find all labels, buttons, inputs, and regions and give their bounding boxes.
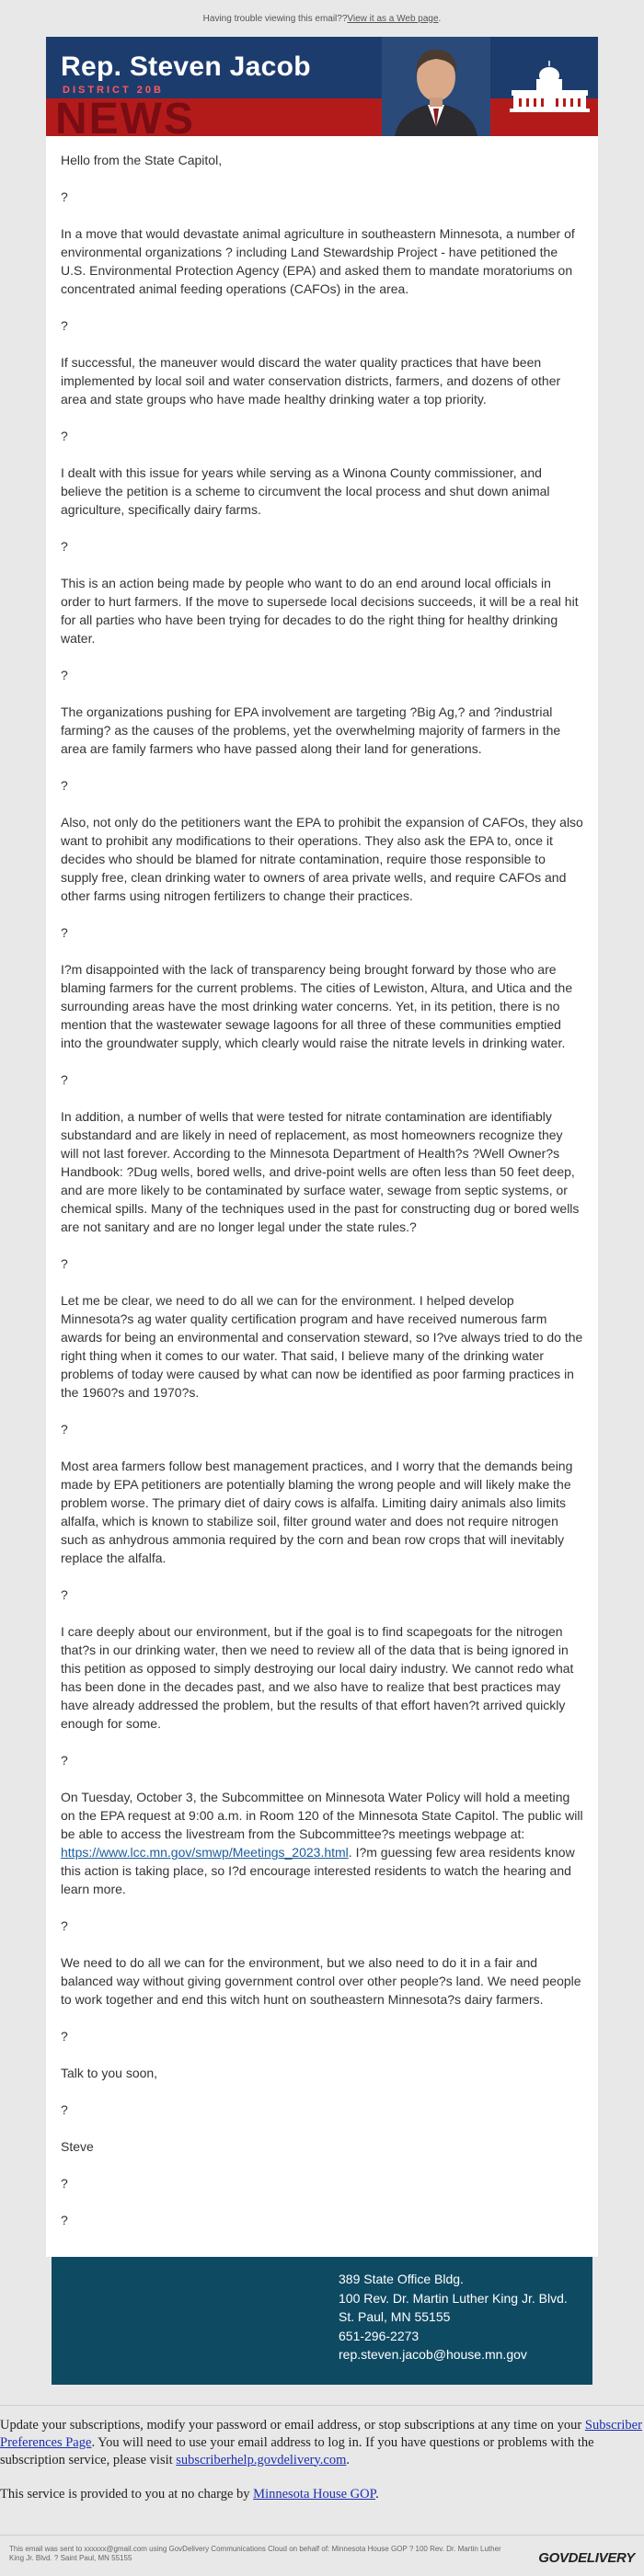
govdelivery-logo[interactable]: GOVDELIVERY	[538, 2549, 635, 2566]
view-online-bar	[0, 0, 644, 37]
office-line: 389 State Office Bldg.	[339, 2272, 464, 2286]
paragraph: If successful, the maneuver would discard the water quality practices that have been implemented by local soil and water conservation districts, farmers, and dozens of other area and state groups who have made healthy drinking water a top priority.	[61, 355, 561, 406]
paragraph: I?m disappointed with the lack of transparency being brought forward by those who are blaming farmers for the current problems. The cities of Lewiston, Altura, and Utica and the surrounding areas have the most drinking water concerns. Yet, in its petition, there is no mention that the wastewater sewage lagoons for all three of these communities emptied into the groundwater supply, which clearly would raise the nitrate levels in drinking water.	[61, 962, 573, 1050]
subscription-text-middle: . You will need to use your email address to log in. If you have questions or problems with the subscription service, please visit	[0, 2434, 594, 2467]
paragraph: ?	[61, 2029, 68, 2044]
newsletter-card	[46, 37, 598, 2257]
signature-name: Steve	[61, 2139, 94, 2154]
legal-text: This email was sent to xxxxxx@gmail.com using GovDelivery Communications Cloud on behalf of: Minnesota House GOP ? 100 Rev. Dr. Martin Luther King Jr. Blvd. ? Saint Paul, MN 55155	[9, 2544, 501, 2562]
paragraph: ?	[61, 2102, 68, 2117]
letter-body	[46, 136, 598, 2257]
provider-text: This service is provided to you at no charge by	[0, 2486, 254, 2502]
paragraph: Also, not only do the petitioners want the EPA to prohibit the expansion of CAFOs, they also want to prohibit any modifications to their operations. They also ask the EPA to, once it decides who should be blamed for nitrate contamination, require those responsible to supply free, clean drinking water to owners of area private wells, and require CAFOs and other farms using nitrogen fertilizers to change their practices.	[61, 815, 583, 903]
paragraph: I dealt with this issue for years while serving as a Winona County commissioner, and believe the petition is a scheme to circumvent the local process and shut down animal agriculture, specifically dairy farms.	[61, 465, 550, 517]
street-line: 100 Rev. Dr. Martin Luther King Jr. Blvd.	[339, 2290, 568, 2306]
news-wordmark: NEWS	[55, 95, 195, 136]
representative-portrait	[382, 37, 490, 136]
paragraph: In a move that would devastate animal agriculture in southeastern Minnesota, a number of environmental organizations ? including Land Stewardship Project - have petitioned the U.S. Environmental Protection Agency (EPA) and asked them to mandate moratoriums on concentrated animal feeding operations (CAFOs) in the area.	[61, 226, 575, 296]
phone-number: 651-296-2273	[339, 2328, 420, 2343]
subscription-text-end: .	[346, 2452, 350, 2467]
subscriber-help-link[interactable]: subscriberhelp.govdelivery.com	[176, 2452, 347, 2467]
paragraph: ?	[61, 539, 68, 554]
contact-address	[339, 2270, 592, 2364]
provider-text-end: .	[375, 2486, 379, 2502]
paragraph: ?	[61, 1753, 68, 1768]
capitol-building-icon	[506, 59, 593, 114]
paragraph: This is an action being made by people who want to do an end around local officials in order to hurt farmers. If the move to supersede local decisions succeeds, it will be a real hit for all parties who have been trying for decades to do the right thing for healthy drinking water.	[61, 576, 579, 646]
paragraph: ?	[61, 318, 68, 333]
paragraph: The organizations pushing for EPA involvement are targeting ?Big Ag,? and ?industrial farming? as the causes of the problems, yet the overwhelming majority of farmers in the area are family farmers who have passed along their land for generations.	[61, 704, 561, 756]
subscription-paragraph	[0, 2417, 644, 2469]
paragraph: ?	[61, 189, 68, 204]
paragraph: We need to do all we can for the environment, but we also need to do it in a fair and balanced way without giving government control over other people?s land. We need people to work together and end this witch hunt on southeastern Minnesota?s dairy farmers.	[61, 1955, 581, 2007]
sign-off: Talk to you soon,	[61, 2066, 158, 2080]
paragraph: Hello from the State Capitol,	[61, 153, 223, 167]
email-address[interactable]: rep.steven.jacob@house.mn.gov	[339, 2347, 527, 2362]
paragraph: ?	[61, 2176, 68, 2191]
paragraph: ?	[61, 2213, 68, 2227]
meeting-text-after: . I?m guessing few area residents know this action is taking place, so I?d encourage interested residents to watch the hearing and learn more.	[61, 1845, 575, 1896]
paragraph: ?	[61, 429, 68, 443]
representative-name: Rep. Steven Jacob	[61, 52, 311, 82]
paragraph: ?	[61, 668, 68, 682]
paragraph: Most area farmers follow best management practices, and I worry that the demands being made by EPA petitioners are potentially blaming the wrong people and will likely make the problem worse. The primary diet of dairy cows is alfalfa. Limiting dairy animals also limits alfalfa, which is known to stabilize soil, filter ground water and does not require nitrogen such as anhydrous ammonia required by the corn and bean row crops that will inevitably replace the alfalfa.	[61, 1459, 573, 1565]
provider-paragraph	[0, 2486, 644, 2503]
paragraph: ?	[61, 778, 68, 793]
meeting-paragraph	[61, 1788, 583, 1898]
subscription-notice	[0, 2406, 644, 2503]
paragraph: ?	[61, 1072, 68, 1087]
meeting-text: On Tuesday, October 3, the Subcommittee on Minnesota Water Policy will hold a meeting on the EPA request at 9:00 a.m. in Room 120 of the Minnesota State Capitol. The public will be able to access the livestream from the Subcommittee?s meetings webpage at:	[61, 1790, 583, 1841]
subscription-text: Update your subscriptions, modify your password or email address, or stop subscriptions at any time on your	[0, 2417, 585, 2433]
district-label: DISTRICT 20B	[63, 85, 164, 96]
paragraph: Let me be clear, we need to do all we can for the environment. I helped develop Minnesota?s ag water quality certification program and have received numerous farm awards for being an environmental and conservation steward, so I?ve always tried to do the right thing when it comes to our water. That said, I believe many of the drinking water problems of today were caused by what can now be identified as poor farming practices in the 1960?s and 1970?s.	[61, 1293, 583, 1400]
paragraph: ?	[61, 1256, 68, 1271]
contact-footer	[52, 2257, 592, 2385]
paragraph: ?	[61, 1587, 68, 1602]
subscriber-preferences-link[interactable]: Subscriber Preferences Page	[0, 2417, 642, 2450]
paragraph: ?	[61, 925, 68, 940]
paragraph: I care deeply about our environment, but if the goal is to find scapegoats for the nitrogen that?s in our drinking water, then we need to review all of the data that is being ignored in this petition as opposed to simply destroying our local dairy industry. We cannot redo what has been done in the decades past, and we also have to realize that best practices may have already addressed the problem, but the results of that effort haven?t arrived quickly enough for some.	[61, 1624, 574, 1731]
trouble-viewing-text: Having trouble viewing this email??	[202, 13, 348, 24]
legal-footer	[0, 2535, 644, 2576]
paragraph: ?	[61, 1422, 68, 1437]
meetings-webpage-link[interactable]: https://www.lcc.mn.gov/smwp/Meetings_2023.html	[61, 1845, 349, 1860]
paragraph: In addition, a number of wells that were tested for nitrate contamination are identifiably substandard and are likely in need of replacement, as most homeowners recognize they will not last forever. According to the Minnesota Department of Health?s ?Well Owner?s Handbook: ?Dug wells, bored wells, and drive-point wells are often less than 50 feet deep, and are more likely to be contaminated by surface water, sewage from septic systems, or chemical spills. Many of the techniques used in the past for constructing dug or bored wells are not sanitary and are no longer legal under the state rules.?	[61, 1109, 580, 1234]
trouble-viewing-suffix: .	[438, 13, 442, 24]
city-line: St. Paul, MN 55155	[339, 2309, 451, 2324]
view-web-page-link[interactable]: View it as a Web page	[347, 13, 439, 24]
header-banner	[46, 37, 598, 136]
paragraph: ?	[61, 1918, 68, 1933]
minnesota-house-gop-link[interactable]: Minnesota House GOP	[253, 2486, 376, 2502]
